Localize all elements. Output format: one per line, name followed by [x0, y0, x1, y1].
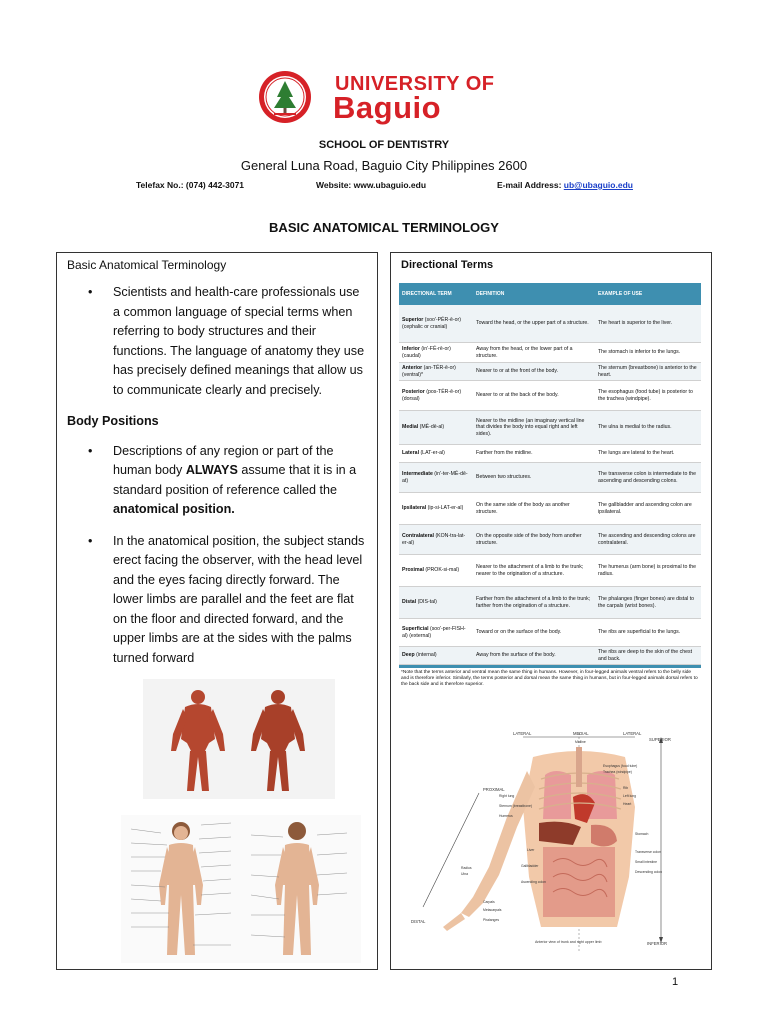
term-name: Contralateral	[402, 533, 434, 539]
table-header	[399, 283, 701, 305]
cell-example: The gallbladder and ascending colon are ipsilateral.	[598, 502, 692, 515]
university-name-line1: UNIVERSITY OF	[335, 73, 495, 95]
label-inferior: INFERIOR	[647, 941, 668, 946]
term-name: Superior	[402, 317, 424, 323]
table-bottom-rule	[399, 665, 701, 668]
directional-terms-table	[399, 283, 701, 688]
label-liver: Liver	[527, 848, 535, 852]
label-trachea: Trachea (windpipe)	[603, 770, 632, 774]
term-name: Lateral	[402, 450, 420, 457]
b2-text: Descriptions of any region or part of the human body	[113, 443, 334, 477]
cell-definition: Between two structures.	[476, 474, 532, 481]
cell-term	[399, 424, 473, 431]
term-name: Distal	[402, 599, 417, 606]
label-phalanges: Phalanges	[483, 918, 500, 922]
b2-bold: ALWAYS	[185, 463, 238, 477]
label-ascending-colon: Ascending colon	[521, 880, 546, 884]
label-proximal: PROXIMAL	[483, 787, 505, 792]
table-row	[399, 343, 701, 363]
cell-term	[399, 471, 473, 484]
cell-example: The ribs are superficial to the lungs.	[598, 629, 681, 636]
left-panel	[56, 252, 378, 970]
school-address: General Luna Road, Baguio City Philippines 2600	[240, 158, 528, 173]
table-row	[399, 493, 701, 525]
cell-definition: On the opposite side of the body from another structure.	[476, 533, 582, 546]
bullet-dot: •	[88, 285, 93, 299]
bullet-description	[67, 532, 369, 669]
university-logo	[258, 70, 518, 124]
term-pronunciation: (LAT-er-al)	[419, 450, 445, 457]
right-panel	[390, 252, 712, 970]
bullet-dot: •	[88, 443, 93, 458]
website: Website: www.ubaguio.edu	[316, 180, 427, 190]
body-regions-image	[121, 815, 361, 963]
trunk-anatomy-figure	[403, 727, 703, 961]
cell-definition: Away from the surface of the body.	[476, 652, 556, 659]
university-seal-icon	[258, 70, 312, 124]
term-pronunciation: (internal)	[414, 652, 437, 659]
cell-term	[399, 626, 473, 639]
label-carpals: Carpals	[483, 900, 495, 904]
school-name: SCHOOL OF DENTISTRY	[318, 139, 450, 151]
cell-definition: Nearer to the midline (an imaginary vertical line that divides the body into equal right and left sides).	[476, 417, 585, 437]
label-right-lung: Right lung	[499, 794, 515, 798]
b3-text: In the anatomical position, the subject stands erect facing the observer, with the head level and the eyes facing directly forward. The lower limbs are parallel and the feet are flat on the floor and directed forward, and the upper limbs are at the sides with the palms turned forward	[113, 533, 365, 665]
label-midline: Midline	[575, 740, 586, 744]
bullet-dot: •	[88, 533, 93, 548]
term-pronunciation: (soo'-PĒR-ē-or) (cephalic or cranial)	[402, 317, 461, 330]
term-pronunciation: (pos-TĒR-ē-or) (dorsal)	[402, 389, 462, 402]
term-pronunciation: (PROK-si-mal)	[423, 567, 460, 574]
table-row	[399, 445, 701, 463]
body-positions-heading: Body Positions	[67, 414, 159, 428]
cell-example: The ulna is medial to the radius.	[598, 424, 672, 431]
cell-term	[399, 567, 473, 574]
email-label: E-mail Address:	[497, 180, 564, 190]
cell-example: The humerus (arm bone) is proximal to the radius.	[598, 564, 697, 577]
page-number: 1	[672, 976, 679, 988]
table-row	[399, 363, 701, 381]
cell-example: The phalanges (finger bones) are distal to the carpals (wrist bones).	[598, 596, 695, 609]
cell-definition: Nearer to the attachment of a limb to the trunk; nearer to the origination of a structure.	[476, 564, 584, 577]
table-row	[399, 619, 701, 647]
table-row	[399, 411, 701, 445]
cell-example: The transverse colon is intermediate to the ascending and descending colons.	[598, 471, 697, 484]
label-medial: MEDIAL	[573, 731, 589, 736]
label-heart: Heart	[623, 802, 632, 806]
document-title: BASIC ANATOMICAL TERMINOLOGY	[269, 220, 499, 235]
term-pronunciation: (in'-FĒ-rē-or) (caudal)	[402, 346, 451, 359]
cell-definition: Toward or on the surface of the body.	[476, 629, 562, 636]
label-gallbladder: Gallbladder	[521, 864, 539, 868]
table-row	[399, 525, 701, 555]
label-esophagus: Esophagus (food tube)	[603, 764, 638, 768]
cell-definition: Farther from the midline.	[476, 450, 533, 457]
email-link[interactable]: ub@ubaguio.edu	[563, 180, 633, 190]
term-name: Proximal	[402, 567, 424, 574]
cell-definition: Nearer to or at the back of the body.	[476, 392, 559, 399]
term-pronunciation: (soo'-per-FISH-al) (external)	[402, 626, 466, 639]
table-row	[399, 381, 701, 411]
header-example: EXAMPLE OF USE	[598, 291, 643, 297]
left-heading: Basic Anatomical Terminology	[67, 258, 227, 272]
cell-definition: Toward the head, or the upper part of a structure.	[476, 320, 589, 327]
table-row	[399, 305, 701, 343]
term-name: Intermediate	[402, 471, 433, 477]
cell-term	[399, 365, 473, 378]
table-row	[399, 647, 701, 665]
label-metacarpals: Metacarpals	[483, 908, 502, 912]
term-name: Inferior	[402, 346, 420, 352]
label-radius: Radius	[461, 866, 472, 870]
term-pronunciation: (KON-tra-lat-er-al)	[402, 533, 466, 546]
label-small-intestine: Small intestine	[635, 860, 658, 864]
b2-bold2: anatomical position.	[113, 502, 235, 516]
cell-example: The sternum (breastbone) is anterior to the heart.	[598, 365, 697, 378]
cell-definition: On the same side of the body as another structure.	[476, 502, 570, 515]
term-name: Medial	[402, 424, 419, 431]
email-line	[497, 180, 633, 190]
b2-mid: assume that it is in a standard position of reference called the	[113, 463, 357, 497]
label-transverse-colon: Transverse colon	[635, 850, 661, 854]
cell-example: The lungs are lateral to the heart.	[598, 450, 675, 457]
term-name: Posterior	[402, 389, 425, 395]
label-lateral-left: LATERAL	[513, 731, 532, 736]
cell-term	[399, 317, 473, 330]
term-pronunciation: (ip-si-LAT-er-al)	[426, 505, 464, 512]
figure-caption: Anterior view of trunk and right upper limb	[535, 940, 602, 944]
cell-definition: Farther from the attachment of a limb to the trunk; farther from the origination of a structure.	[476, 596, 591, 609]
intro-text: Scientists and health-care professionals use a common language of special terms when referring to body structures and their functions. The language of anatomy they use has precisely defined meanings that allow us to communicate clearly and precisely.	[113, 285, 365, 397]
cell-example: The heart is superior to the liver.	[598, 320, 673, 327]
cell-example: The stomach is inferior to the lungs.	[598, 349, 681, 356]
cell-term	[399, 505, 473, 512]
label-distal: DISTAL	[411, 919, 426, 924]
muscle-figures-image	[143, 679, 335, 799]
cell-definition: Away from the head, or the lower part of a structure.	[476, 346, 573, 359]
label-ulna: Ulna	[461, 872, 468, 876]
cell-term	[399, 652, 473, 659]
cell-definition: Nearer to or at the front of the body.	[476, 368, 559, 375]
term-name: Ipsilateral	[402, 505, 427, 512]
cell-example: The ribs are deep to the skin of the chest and back.	[598, 649, 693, 662]
table-body	[399, 305, 701, 665]
label-sternum: Sternum (breastbone)	[499, 804, 532, 808]
term-name: Anterior	[402, 365, 423, 371]
term-pronunciation: (DIS-tal)	[416, 599, 437, 606]
table-row	[399, 555, 701, 587]
term-pronunciation: (an-TĒR-ē-or) (ventral)*	[402, 365, 456, 378]
term-name: Deep	[402, 652, 415, 659]
cell-term	[399, 599, 473, 606]
label-descending-colon: Descending colon	[635, 870, 662, 874]
label-lateral-right: LATERAL	[623, 731, 642, 736]
label-stomach: Stomach	[635, 832, 649, 836]
telefax: Telefax No.: (074) 442-3071	[136, 180, 245, 190]
bullet-intro	[67, 283, 369, 400]
cell-example: The ascending and descending colons are contralateral.	[598, 533, 696, 546]
term-pronunciation: (in'-ter-MĒ-dē-at)	[402, 471, 468, 484]
left-body	[67, 283, 369, 680]
cell-example: The esophagus (food tube) is posterior to the trachea (windpipe).	[598, 389, 693, 402]
table-note: *Note that the terms anterior and ventral mean the same thing in humans. However, in four-legged animals ventral refers to the belly side and is therefore inferior. Similarly, the terms posterior and dorsal mean the same thing in humans, but in four-legged animals dorsal refers to the back side and is therefore superior.	[401, 670, 698, 687]
university-name-line2: Baguio	[333, 90, 442, 125]
cell-term	[399, 389, 473, 402]
term-name: Superficial	[402, 626, 429, 632]
label-superior: SUPERIOR	[649, 737, 671, 742]
label-left-lung: Left lung	[623, 794, 637, 798]
cell-term	[399, 450, 473, 457]
label-rib: Rib	[623, 786, 629, 790]
term-pronunciation: (MĒ-dē-al)	[418, 424, 445, 431]
table-row	[399, 587, 701, 619]
header-definition: DEFINITION	[476, 291, 505, 297]
table-row	[399, 463, 701, 493]
header-term: DIRECTIONAL TERM	[402, 291, 452, 297]
cell-term	[399, 346, 473, 359]
label-humerus: Humerus	[499, 814, 513, 818]
directional-terms-heading: Directional Terms	[401, 259, 494, 271]
cell-term	[399, 533, 473, 546]
bullet-anatomical-position	[67, 442, 369, 520]
